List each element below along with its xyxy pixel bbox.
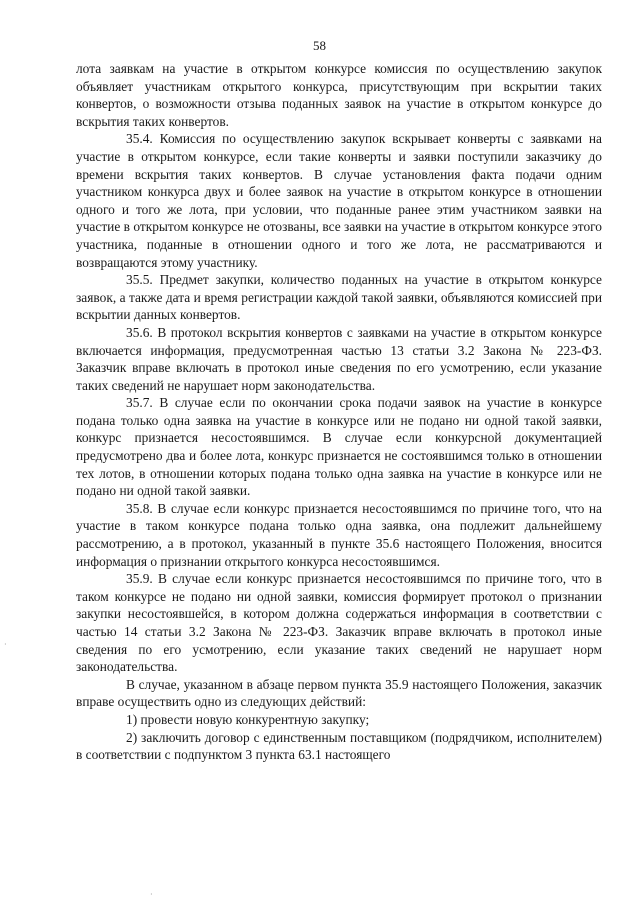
document-body [76, 60, 602, 764]
paragraph-35-4: 35.4. Комиссия по осуществлению закупок вскрывает конверты с заявками на участие в открытом конкурсе, если такие конверты и заявки поступили заказчику до времени вскрытия таких конвертов. В случае установления факта подачи одним участником конкурса двух и более заявок на участие в открытом конкурсе в отношении одного и того же лота, при условии, что поданные ранее этим участником заявки на участие в открытом конкурсе не отозваны, все заявки на участие в открытом конкурсе этого участника, поданные в отношении одного и того же лота, не рассматриваются и возвращаются этому участнику. [76, 131, 602, 270]
paragraph-35-7: 35.7. В случае если по окончании срока подачи заявок на участие в конкурсе подана только одна заявка на участие в конкурсе или не подано ни одной такой заявки, конкурс признается несостоявшимся. В случае если конкурсной документацией предусмотрено два и более лота, конкурс признается не состоявшимся только в отношении тех лотов, в отношении которых подана только одна заявка на участие в конкурсе или не подано ни одной такой заявки. [76, 395, 602, 499]
scan-mark: · [4, 640, 7, 649]
scan-mark: · [150, 890, 153, 899]
paragraph-case-35-9: В случае, указанном в абзаце первом пункта 35.9 настоящего Положения, заказчик вправе осуществить одно из следующих действий: [76, 676, 602, 710]
paragraph-continuation: лота заявкам на участие в открытом конкурсе комиссия по осуществлению закупок объявляет участникам открытого конкурса, присутствующим при вскрытии таких конвертов, о возможности отзыва поданных заявок на участие в открытом конкурсе до вскрытия таких конвертов. [76, 61, 602, 129]
paragraph-35-5: 35.5. Предмет закупки, количество поданных на участие в открытом конкурсе заявок, а также дата и время регистрации каждой такой заявки, объявляются комиссией при вскрытии данных конвертов. [76, 272, 602, 323]
list-item-1: 1) провести новую конкурентную закупку; [126, 711, 370, 727]
page-number: 58 [313, 38, 326, 53]
paragraph-35-8: 35.8. В случае если конкурс признается несостоявшимся по причине того, что на участие в таком конкурсе подана только одна заявка, она подлежит дальнейшему рассмотрению, а в протокол, указанный в пункте 35.6 настоящего Положения, вносится информация о признании открытого конкурса несостоявшимся. [76, 500, 602, 569]
list-item-2: 2) заключить договор с единственным поставщиком (подрядчиком, исполнителем) в соответствии с подпунктом 3 пункта 63.1 настоящего [76, 729, 602, 763]
paragraph-35-6: 35.6. В протокол вскрытия конвертов с заявками на участие в открытом конкурсе включается информация, предусмотренная частью 13 статьи 3.2 Закона № 223-ФЗ. Заказчик вправе включать в протокол иные сведения по его усмотрению, если указание таких сведений не нарушает норм законодательства. [76, 324, 602, 393]
paragraph-35-9: 35.9. В случае если конкурс признается несостоявшимся по причине того, что в таком конкурсе не подано ни одной заявки, комиссия формирует протокол о признании закупки несостоявшейся, в котором должна содержаться информация в соответствии с частью 14 статьи 3.2 Закона № 223-ФЗ. Заказчик вправе включать в протокол иные сведения по его усмотрению, если указание таких сведений не нарушает норм законодательства. [76, 571, 602, 675]
